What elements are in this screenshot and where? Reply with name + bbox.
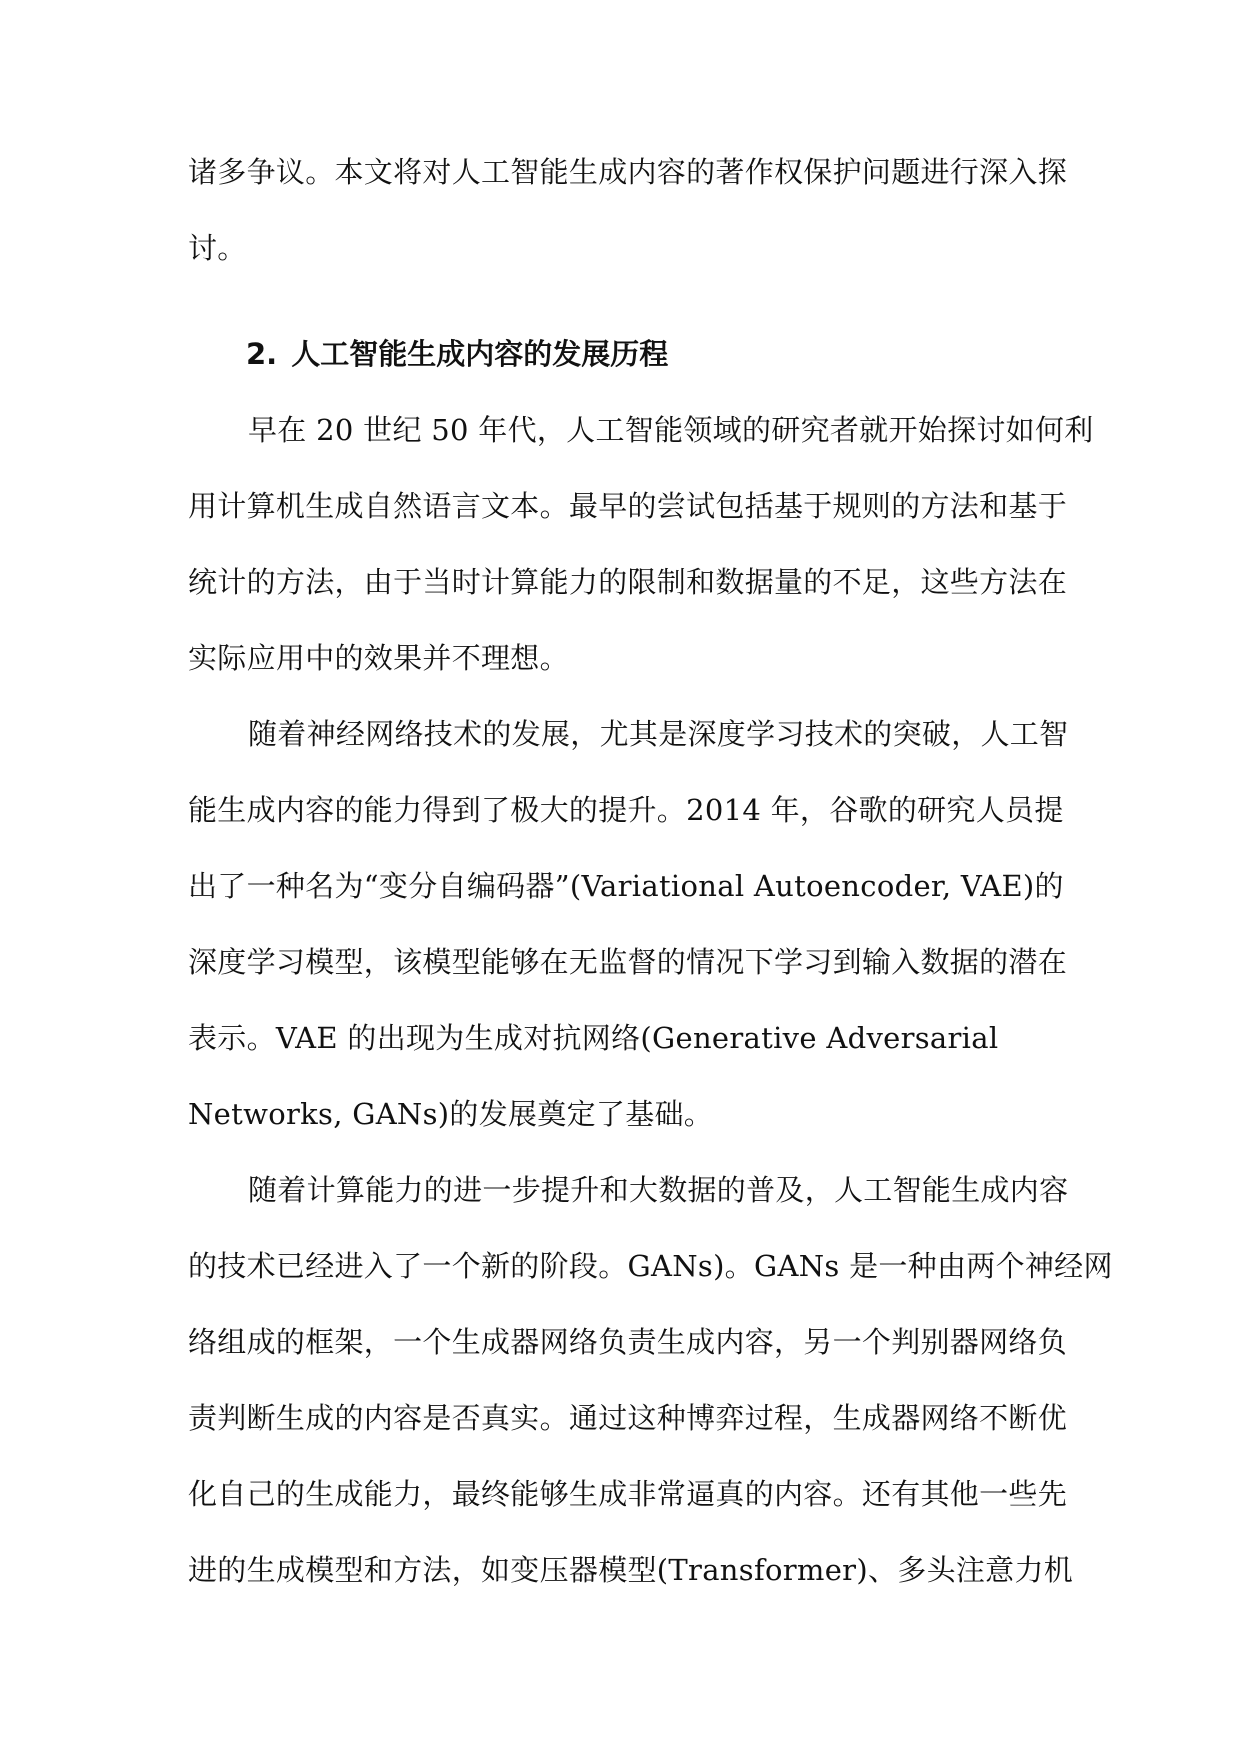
paragraph-3-line-2: 的技术已经进入了一个新的阶段。GANs)。GANs 是一种由两个神经网 bbox=[188, 1249, 1113, 1283]
paragraph-3-line-3: 络组成的框架，一个生成器网络负责生成内容，另一个判别器网络负 bbox=[188, 1325, 1068, 1359]
paragraph-3-line-6: 进的生成模型和方法，如变压器模型(Transformer)、多头注意力机 bbox=[188, 1553, 1074, 1587]
paragraph-2-line-3: 出了一种名为“变分自编码器”(Variational Autoencoder, VAE)的 bbox=[188, 869, 1064, 903]
paragraph-2-line-2: 能生成内容的能力得到了极大的提升。2014 年，谷歌的研究人员提 bbox=[188, 793, 1064, 827]
paragraph-2-line-6: Networks, GANs)的发展奠定了基础。 bbox=[188, 1097, 714, 1131]
intro-line-2: 讨。 bbox=[188, 231, 247, 265]
paragraph-2-line-5: 表示。VAE 的出现为生成对抗网络(Generative Adversarial bbox=[188, 1021, 999, 1055]
section-number: 2. bbox=[246, 337, 278, 371]
paragraph-2-line-1: 随着神经网络技术的发展，尤其是深度学习技术的突破，人工智 bbox=[248, 717, 1069, 751]
paragraph-3-line-5: 化自己的生成能力，最终能够生成非常逼真的内容。还有其他一些先 bbox=[188, 1477, 1068, 1511]
paragraph-1-line-3: 统计的方法，由于当时计算能力的限制和数据量的不足，这些方法在 bbox=[188, 565, 1068, 599]
paragraph-1-line-4: 实际应用中的效果并不理想。 bbox=[188, 641, 569, 675]
paragraph-3-line-4: 责判断生成的内容是否真实。通过这种博弈过程，生成器网络不断优 bbox=[188, 1401, 1068, 1435]
paragraph-1-line-1: 早在 20 世纪 50 年代，人工智能领域的研究者就开始探讨如何利 bbox=[248, 413, 1094, 447]
paragraph-2-line-4: 深度学习模型，该模型能够在无监督的情况下学习到输入数据的潜在 bbox=[188, 945, 1068, 979]
section-title: 人工智能生成内容的发展历程 bbox=[291, 337, 669, 371]
paragraph-3-line-1: 随着计算能力的进一步提升和大数据的普及，人工智能生成内容 bbox=[248, 1173, 1069, 1207]
section-heading bbox=[246, 334, 668, 374]
intro-line-1: 诸多争议。本文将对人工智能生成内容的著作权保护问题进行深入探 bbox=[188, 155, 1068, 189]
paragraph-1-line-2: 用计算机生成自然语言文本。最早的尝试包括基于规则的方法和基于 bbox=[188, 489, 1068, 523]
